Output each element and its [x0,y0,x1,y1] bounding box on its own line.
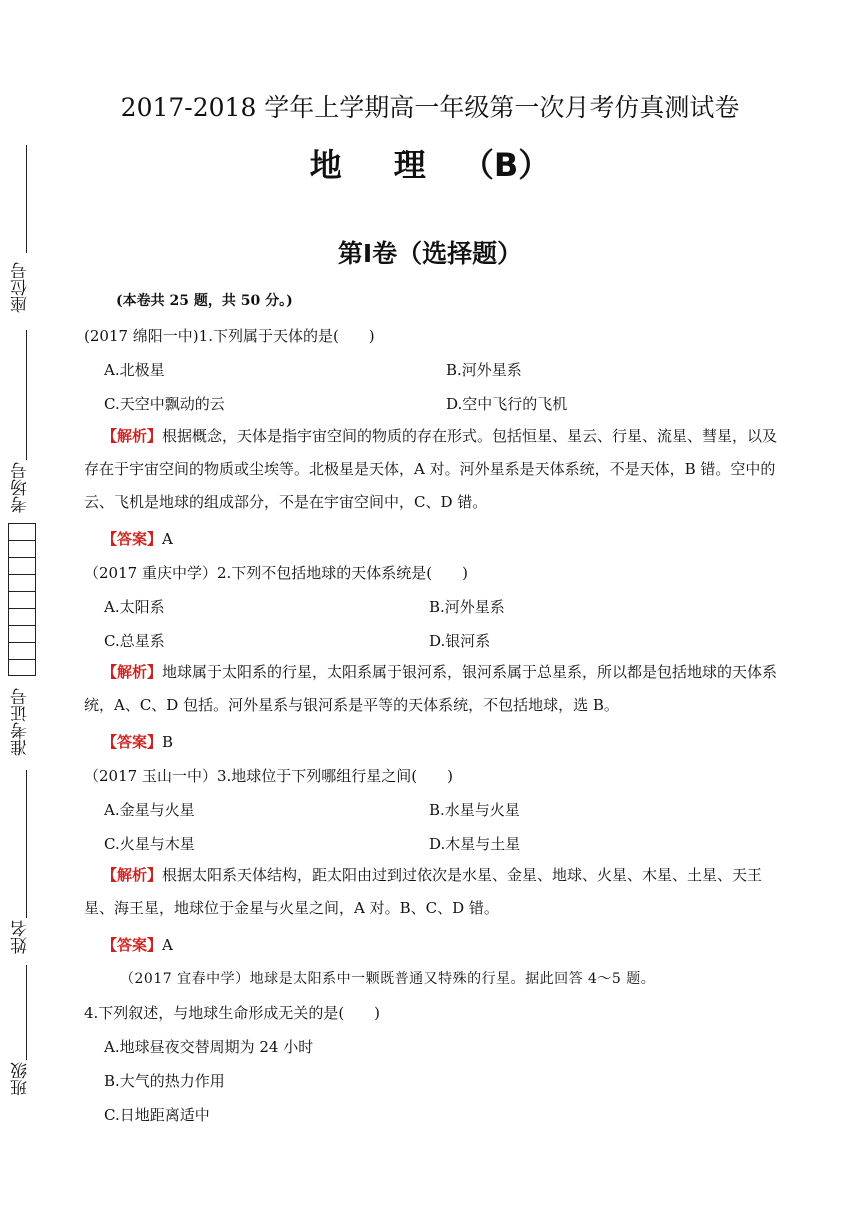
q2-answer-tag: 【答案】 [102,733,163,751]
q3-answer [102,934,173,955]
q1-answer-tag: 【答案】 [102,530,163,548]
q2-analysis-text: 地球属于太阳系的行星，太阳系属于银河系，银河系属于总星系，所以都是包括地球的天体系统，A、C、D 包括。河外星系与银河系是平等的天体系统，不包括地球，选 B。 [84,663,778,714]
q4-stem: 4.下列叙述，与地球生命形成无关的是( ) [84,1004,381,1022]
q3-option-c: C.火星与木星 [104,835,195,853]
q1-option-d: D.空中飞行的飞机 [446,395,568,413]
binding-line-3 [26,770,27,918]
section-note: (本卷共 25 题，共 50 分。) [116,293,293,309]
q3-answer-tag: 【答案】 [102,936,163,954]
q2-analysis [84,656,784,722]
q1-option-c: C.天空中飘动的云 [104,395,225,413]
q2-option-a: A.太阳系 [104,598,165,616]
binding-line-4 [26,965,27,1060]
q1-analysis-tag: 【解析】 [102,427,163,445]
q1-analysis-text: 根据概念，天体是指宇宙空间的物质的存在形式。包括恒星、星云、行星、流星、彗星，以及存在于宇宙空间的物质或尘埃等。北极星是天体，A 对。河外星系是天体系统，不是天体，B 错。空中的云、飞机是地球的组成部分，不是在宇宙空间中，C、D 错。 [84,427,778,511]
q1-answer-value: A [162,530,173,548]
q2-option-b: B.河外星系 [429,598,505,616]
ticket-number-label: 准考证号 [11,688,31,756]
q3-analysis [84,859,784,925]
q1-option-a: A.北极星 [104,361,165,379]
q1-analysis [84,420,784,519]
q4-option-a: A.地球昼夜交替周期为 24 小时 [104,1038,314,1056]
name-label: 姓名 [11,920,31,954]
section-heading: 第Ⅰ卷（选择题） [337,239,523,268]
q2-option-d: D.银河系 [429,632,491,650]
seat-number-label: 座位号 [11,262,31,313]
q2-stem: （2017 重庆中学）2.下列不包括地球的天体系统是( ) [84,564,468,582]
binding-line-2 [26,330,27,460]
q3-answer-value: A [162,936,173,954]
subject-char-2: 理 [393,146,426,184]
q3-option-a: A.金星与火星 [104,801,195,819]
subject-version: （B） [461,146,551,184]
q3-option-b: B.水星与火星 [429,801,520,819]
q3-analysis-text: 根据太阳系天体结构，距太阳由过到过依次是水星、金星、地球、火星、木星、土星、天王星、海王星，地球位于金星与火星之间，A 对。B、C、D 错。 [84,866,763,917]
q3-option-d: D.木星与土星 [429,835,521,853]
q4-option-c: C.日地距离适中 [104,1106,210,1124]
q1-stem: (2017 绵阳一中)1.下列属于天体的是( ) [84,327,375,345]
ticket-number-boxes [8,523,36,676]
q3-analysis-tag: 【解析】 [102,866,163,884]
q2-analysis-tag: 【解析】 [102,663,163,681]
subject-char-1: 地 [309,146,342,184]
q2-answer-value: B [162,733,174,751]
q1-option-b: B.河外星系 [446,361,522,379]
class-label: 班级 [11,1062,31,1096]
group-intro: （2017 宜春中学）地球是太阳系中一颗既普通又特殊的行星。据此回答 4～5 题。 [120,971,656,987]
q2-answer [102,731,173,752]
exam-title: 2017-2018 学年上学期高一年级第一次月考仿真测试卷 [120,93,740,122]
q4-option-b: B.大气的热力作用 [104,1072,225,1090]
q2-option-c: C.总星系 [104,632,165,650]
q3-stem: （2017 玉山一中）3.地球位于下列哪组行星之间( ) [84,767,453,785]
q1-answer [102,528,173,549]
subject-heading [0,140,860,186]
exam-room-label: 考场号 [11,462,31,513]
